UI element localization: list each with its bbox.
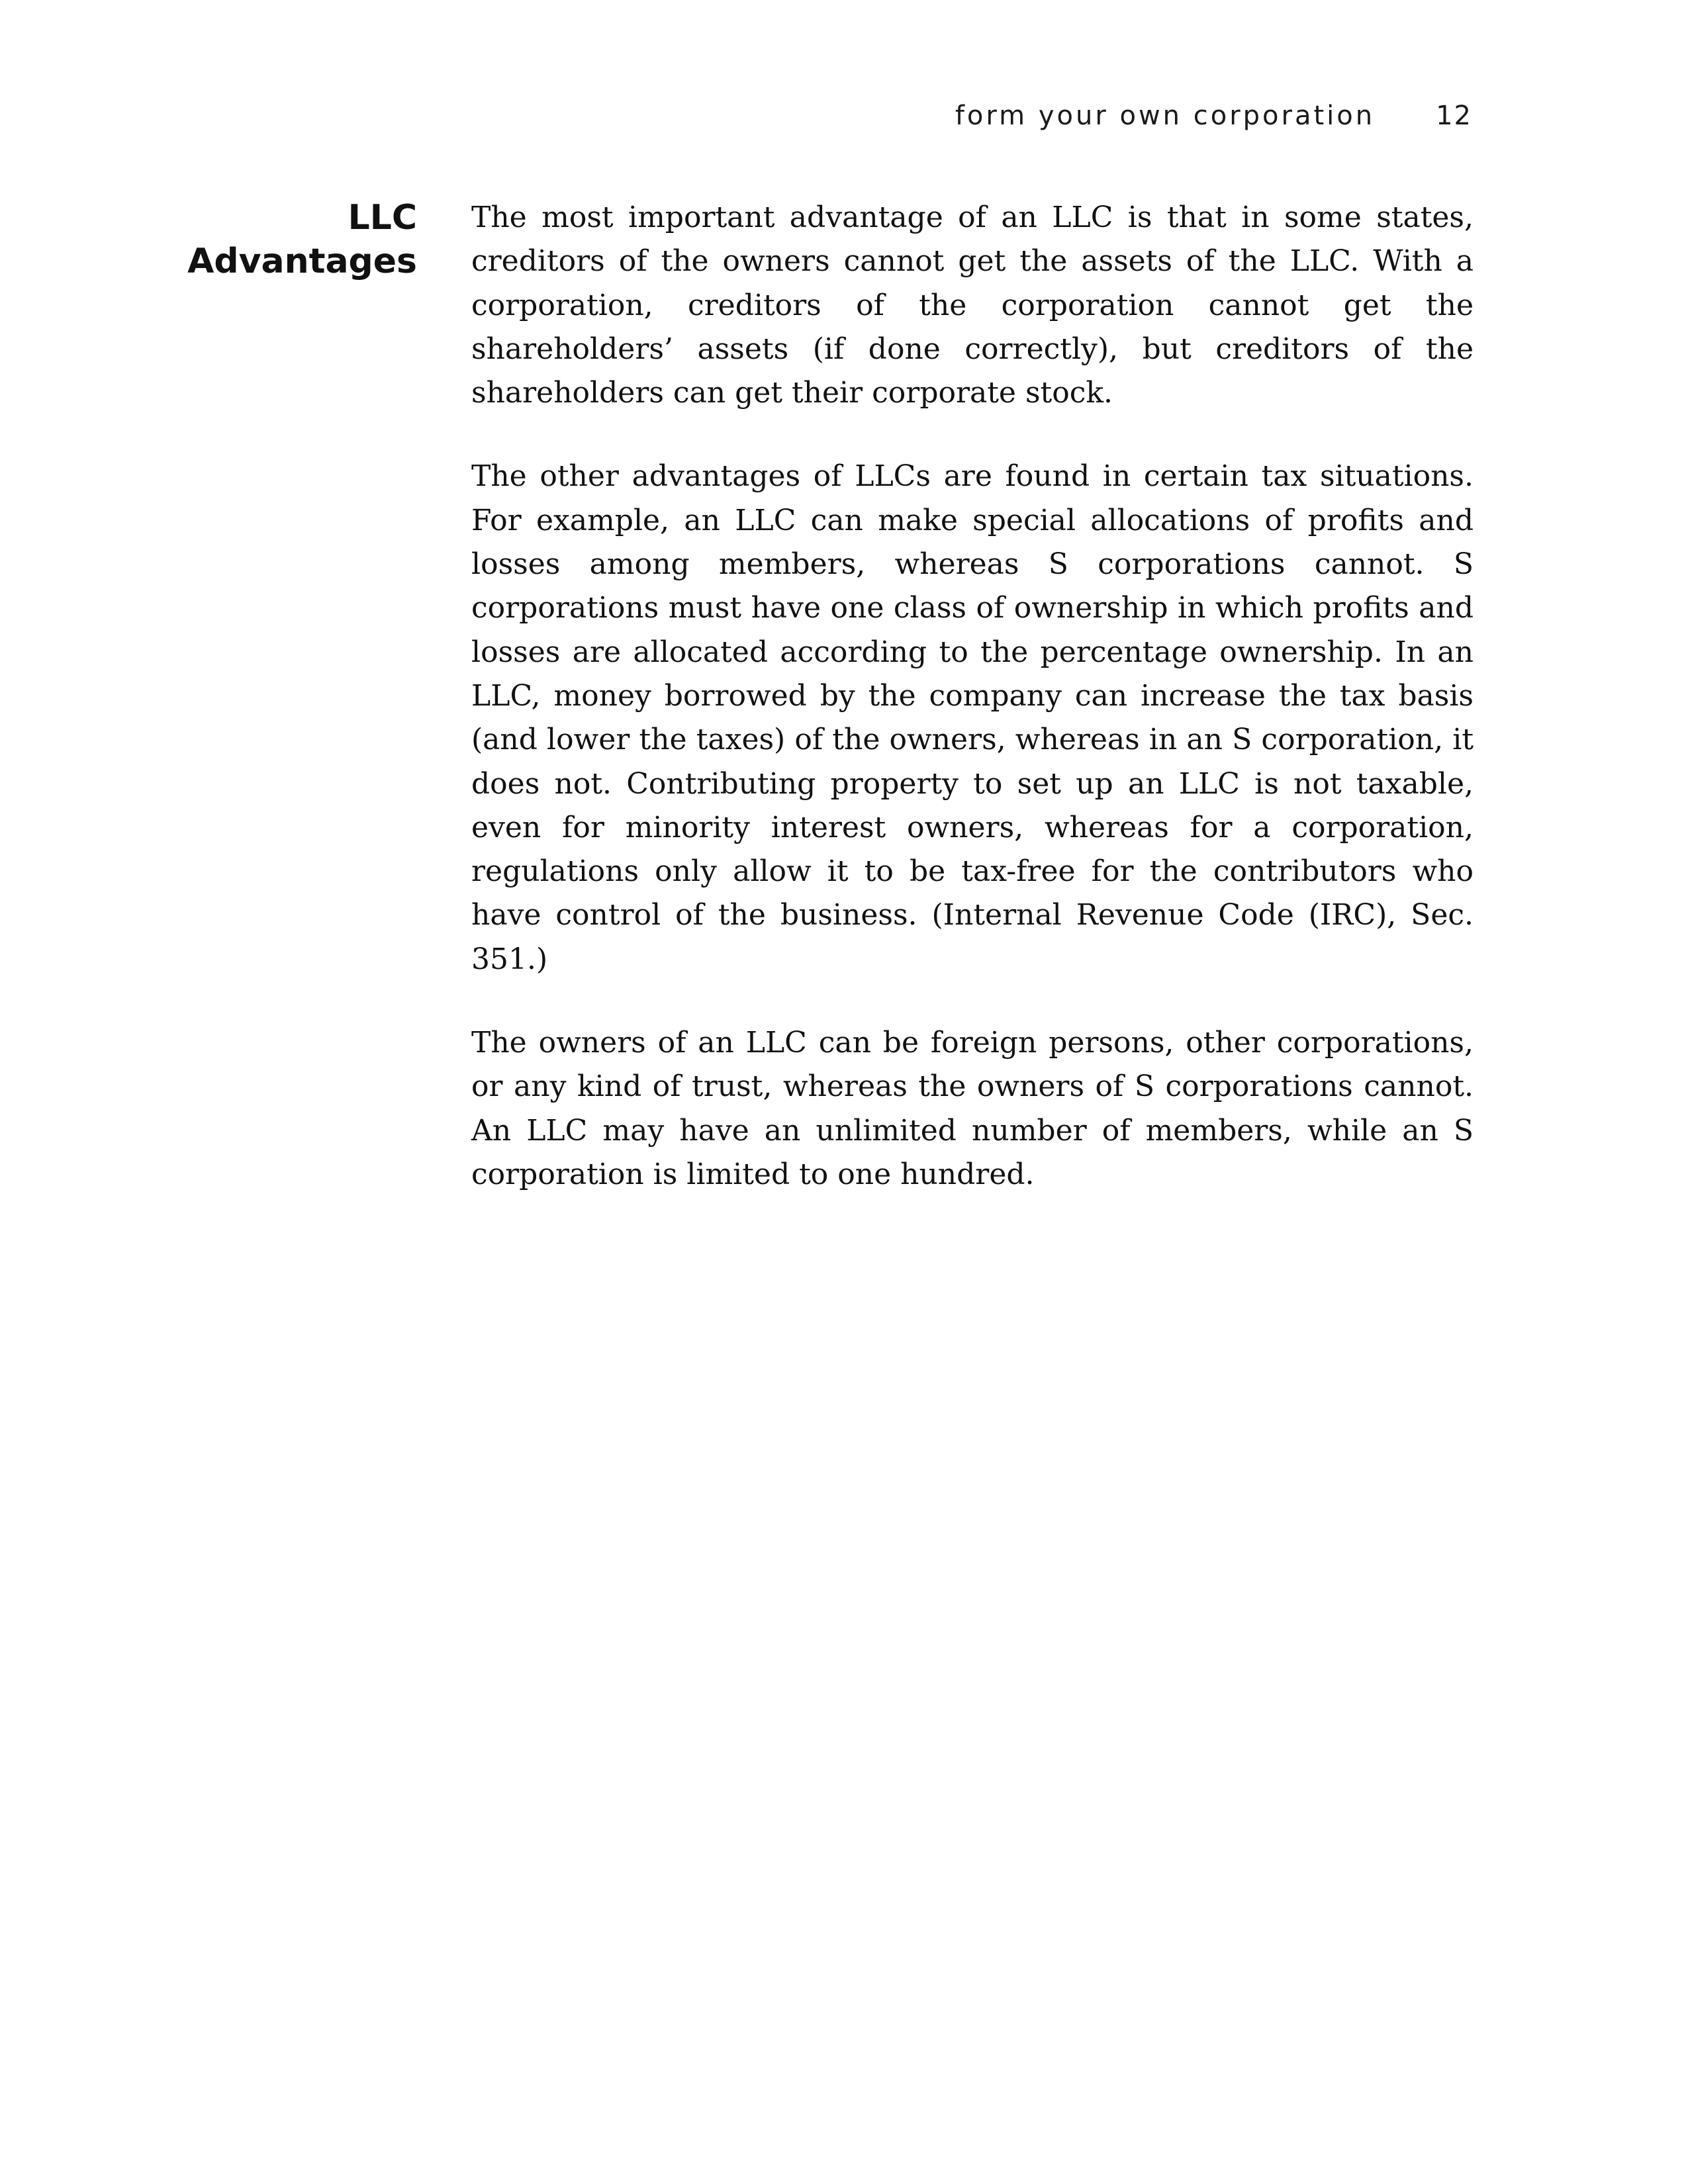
paragraph-3: The owners of an LLC can be foreign persons, other corporations, or any kind of trust, whereas the owners of S corporations cannot. An LLC may have an unlimited number of members, while an S corporation is limited to one hundred. — [471, 1026, 1474, 1191]
page-number: 12 — [1436, 101, 1472, 131]
section-heading-line1: LLC — [348, 198, 417, 238]
running-title: form your own corporation — [955, 101, 1376, 131]
paragraph-2: The other advantages of LLCs are found in certain tax situations. For example, an LLC can make special allocations of profits and losses among members, whereas S corporations cannot. S corporations must have one class of ownership in which profits and losses are allocated according to the percentage ownership. In an LLC, money borrowed by the company can increase the tax basis (and lower the taxes) of the owners, whereas in an S corporation, it does not. Contributing property to set up an LLC is not taxable, even for minority interest owners, whereas for a corporation, regulations only allow it to be tax-free for the contributors who have control of the business. (Internal Revenue Code (IRC), Sec. 351.) — [471, 459, 1474, 976]
section-heading-line2: Advantages — [187, 242, 417, 281]
body-text — [471, 196, 1474, 1236]
paragraph-1: The most important advantage of an LLC is that in some states, creditors of the owners cannot get the assets of the LLC. With a corporation, creditors of the corporation cannot get the shareholders’ assets (if done correctly), but creditors of the shareholders can get their corporate stock. — [471, 201, 1474, 410]
section-heading — [172, 196, 417, 283]
running-header — [927, 101, 1472, 131]
